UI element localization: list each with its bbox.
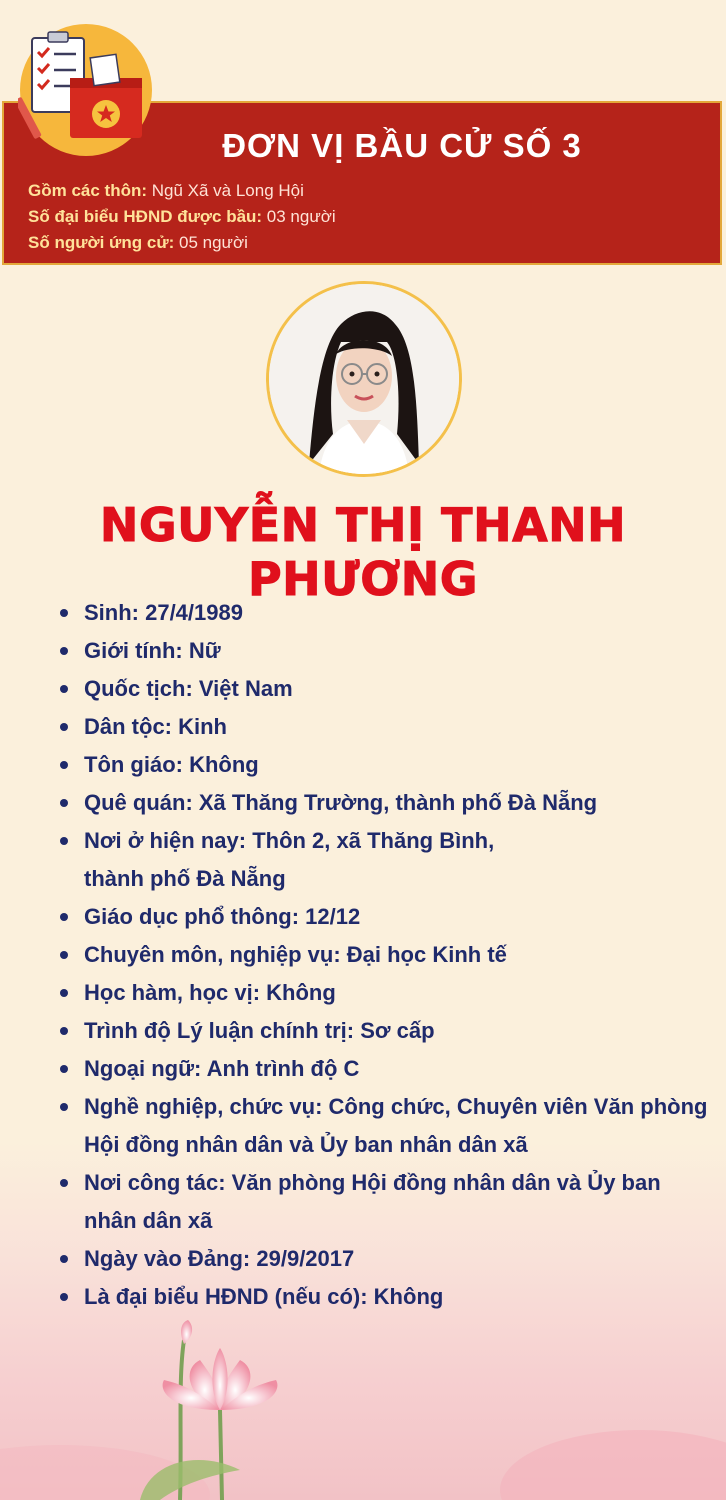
banner-title: ĐƠN VỊ BẦU CỬ SỐ 3 bbox=[222, 127, 582, 164]
bio-party-date: Ngày vào Đảng: 29/9/2017 bbox=[58, 1240, 723, 1278]
bio-occupation: Nghề nghiệp, chức vụ: Công chức, Chuyên viên Văn phòng Hội đồng nhân dân và Ủy ban nhân dân xã bbox=[58, 1088, 723, 1164]
seats-label: Số đại biểu HĐND được bầu: bbox=[28, 207, 263, 226]
seats-value: 03 người bbox=[262, 207, 336, 226]
candidate-bio-list bbox=[58, 594, 723, 1316]
villages-value: Ngũ Xã và Long Hội bbox=[147, 181, 304, 200]
bio-prior-delegate: Là đại biểu HĐND (nếu có): Không bbox=[58, 1278, 723, 1316]
villages-line bbox=[28, 181, 304, 201]
bio-workplace: Nơi công tác: Văn phòng Hội đồng nhân dân và Ủy ban nhân dân xã bbox=[58, 1164, 664, 1240]
bio-hometown: Quê quán: Xã Thăng Trường, thành phố Đà Nẵng bbox=[58, 784, 723, 822]
candidate-name: NGUYỄN THỊ THANH PHƯƠNG bbox=[99, 498, 627, 606]
bio-gender: Giới tính: Nữ bbox=[58, 632, 723, 670]
bio-residence: Nơi ở hiện nay: Thôn 2, xã Thăng Bình, thành phố Đà Nẵng bbox=[58, 822, 554, 898]
seats-line bbox=[28, 207, 336, 227]
candidates-value: 05 người bbox=[174, 233, 248, 252]
bio-nationality: Quốc tịch: Việt Nam bbox=[58, 670, 723, 708]
bio-specialty: Chuyên môn, nghiệp vụ: Đại học Kinh tế bbox=[58, 936, 723, 974]
bio-foreign-language: Ngoại ngữ: Anh trình độ C bbox=[58, 1050, 723, 1088]
bio-political-theory: Trình độ Lý luận chính trị: Sơ cấp bbox=[58, 1012, 723, 1050]
bio-degree: Học hàm, học vị: Không bbox=[58, 974, 723, 1012]
ballot-box-icon bbox=[18, 22, 154, 158]
villages-label: Gồm các thôn: bbox=[28, 181, 148, 200]
candidate-portrait bbox=[266, 281, 462, 477]
bio-ethnicity: Dân tộc: Kinh bbox=[58, 708, 723, 746]
candidates-line bbox=[28, 233, 248, 253]
bio-education: Giáo dục phổ thông: 12/12 bbox=[58, 898, 723, 936]
portrait-image bbox=[269, 284, 459, 474]
candidates-label: Số người ứng cử: bbox=[28, 233, 175, 252]
lotus-decoration bbox=[0, 1300, 726, 1500]
bio-birth: Sinh: 27/4/1989 bbox=[58, 594, 723, 632]
bio-religion: Tôn giáo: Không bbox=[58, 746, 723, 784]
